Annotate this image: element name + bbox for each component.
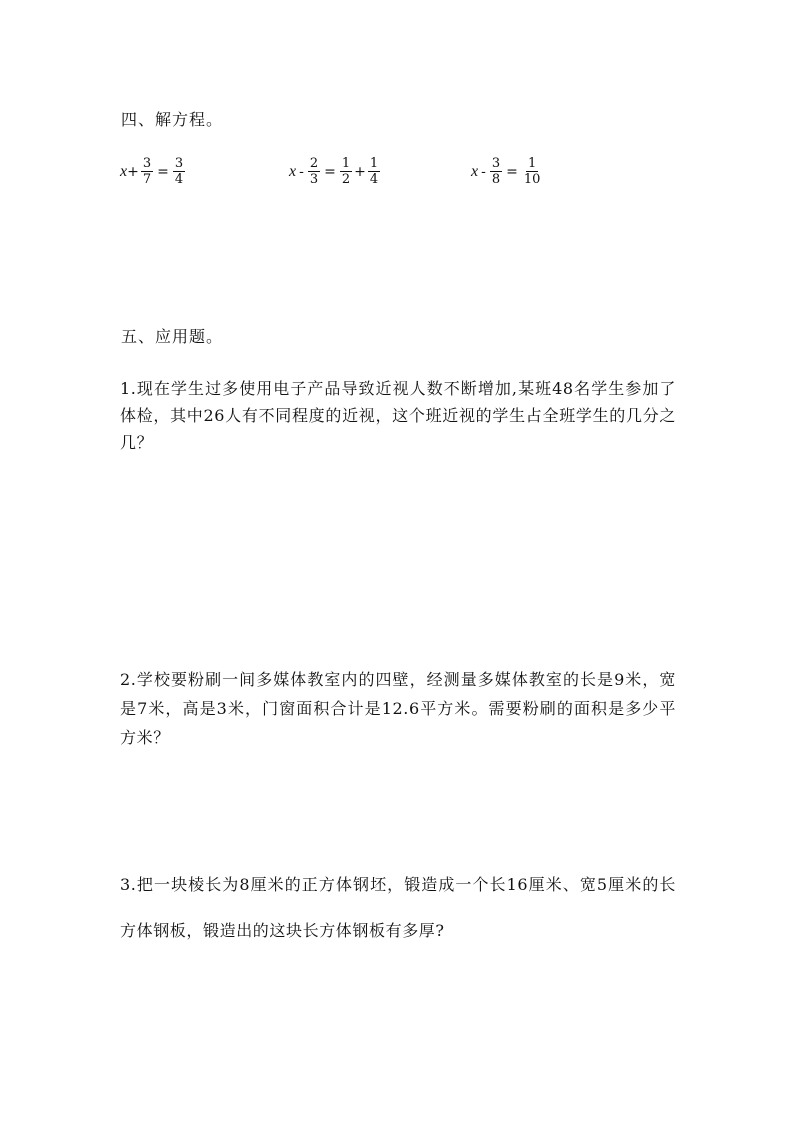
equation-1	[120, 156, 186, 187]
equation-3	[471, 156, 543, 187]
numerator: 3	[142, 156, 152, 171]
fraction	[308, 156, 320, 187]
equation-2	[289, 156, 381, 187]
operator: -	[481, 163, 486, 180]
problem-3: 3.把一块棱长为8厘米的正方体钢坯，锻造成一个长16厘米、宽5厘米的长方体钢板，锻造出的这块长方体钢板有多厚?	[120, 875, 676, 940]
denominator: 7	[142, 172, 152, 187]
numerator: 3	[174, 156, 184, 171]
problem-2: 2.学校要粉刷一间多媒体教室内的四壁，经测量多媒体教室的长是9米，宽是7米，高是3米，门窗面积合计是12.6平方米。需要粉刷的面积是多少平方米？	[120, 670, 676, 747]
denominator: 4	[369, 172, 379, 187]
operator: -	[299, 163, 304, 180]
fraction	[340, 156, 352, 187]
section-4-title: 四、解方程。	[121, 110, 224, 129]
fraction	[173, 156, 185, 187]
variable-x: x	[289, 162, 297, 180]
variable-x: x	[120, 162, 128, 180]
section-5-title: 五、应用题。	[121, 327, 224, 346]
problem-1: 1.现在学生过多使用电子产品导致近视人数不断增加,某班48名学生参加了体检，其中26人有不同程度的近视，这个班近视的学生占全班学生的几分之几？	[120, 379, 676, 452]
equals-sign: =	[506, 163, 518, 180]
numerator: 1	[341, 156, 351, 171]
denominator: 10	[523, 172, 541, 187]
fraction	[522, 156, 543, 187]
denominator: 2	[341, 172, 351, 187]
numerator: 1	[527, 156, 537, 171]
operator: +	[127, 163, 139, 180]
denominator: 8	[491, 172, 501, 187]
operator: +	[354, 163, 366, 180]
numerator: 1	[369, 156, 379, 171]
fraction	[490, 156, 502, 187]
equals-sign: =	[324, 163, 336, 180]
denominator: 4	[174, 172, 184, 187]
equals-sign: =	[157, 163, 169, 180]
variable-x: x	[471, 162, 479, 180]
numerator: 3	[491, 156, 501, 171]
denominator: 3	[309, 172, 319, 187]
fraction	[141, 156, 153, 187]
numerator: 2	[309, 156, 319, 171]
fraction	[368, 156, 380, 187]
